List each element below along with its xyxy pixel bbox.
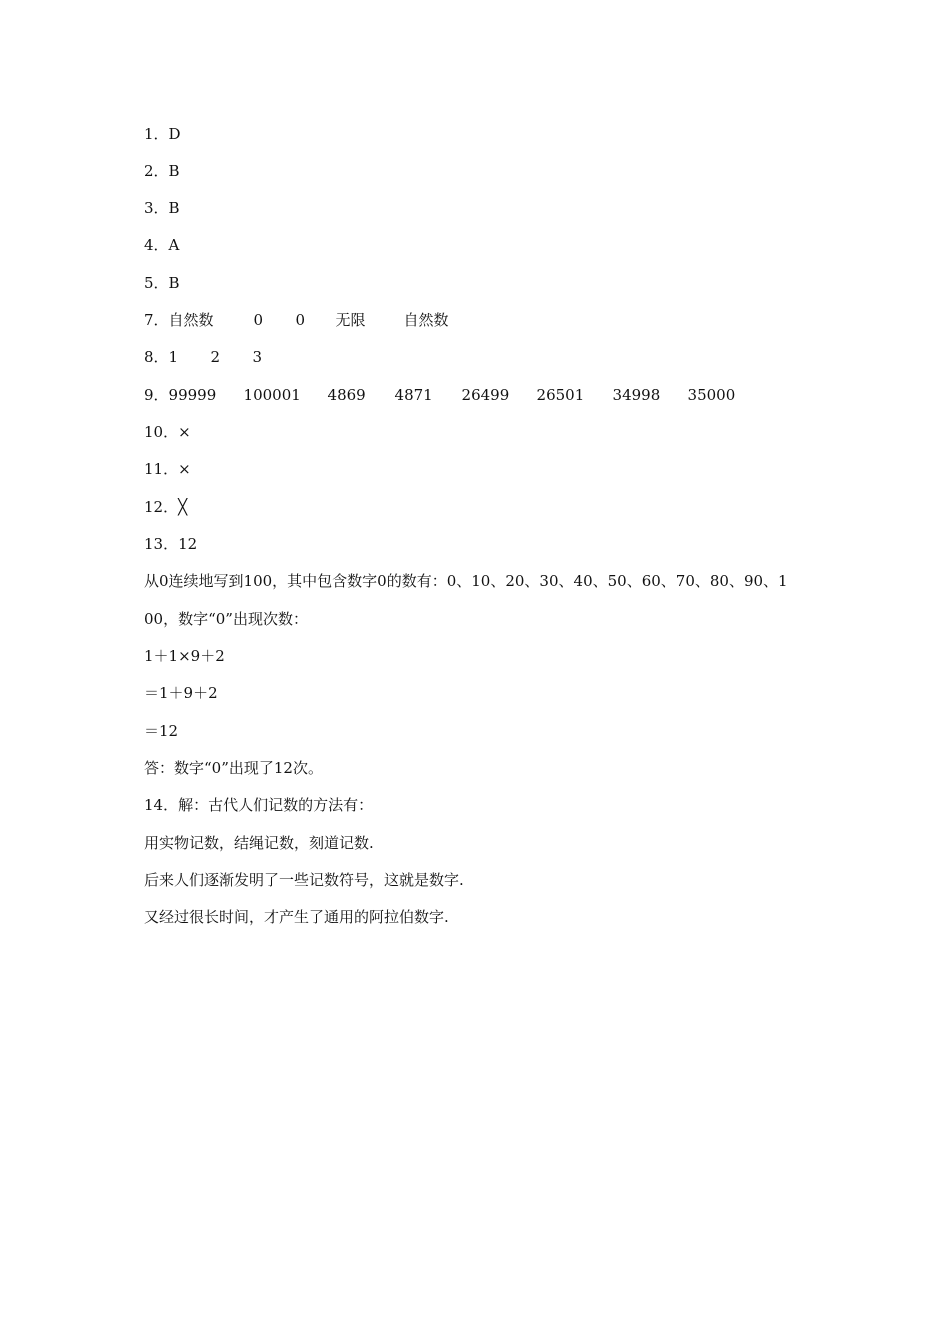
explanation-line: 00，数字“0”出现次数：	[144, 610, 308, 628]
answer-8	[144, 345, 262, 369]
explanation-line: ＝1＋9＋2	[144, 684, 218, 702]
answer-number: 14．	[144, 796, 179, 814]
answer-item: 自然数	[168, 311, 214, 329]
answer-7	[144, 308, 449, 332]
answer-number: 8．	[144, 348, 169, 366]
explanation-line: 从0连续地写到100，其中包含数字0的数有：0、10、20、30、40、50、60、70、80、90、1	[144, 572, 788, 590]
explanation-line: 用实物记数，结绳记数，刻道记数.	[144, 834, 374, 852]
answer-text: B	[168, 199, 180, 217]
answer-number: 5．	[144, 274, 169, 292]
answer-number: 3．	[144, 199, 169, 217]
answer-text: ×	[178, 460, 191, 478]
answer-item: 100001	[243, 386, 301, 404]
answer-10	[144, 420, 191, 444]
answer-item: 26499	[461, 386, 510, 404]
answer-item: 34998	[612, 386, 661, 404]
answer-item: 0	[295, 311, 306, 329]
answer-item: 2	[210, 348, 221, 366]
answer-item: 26501	[536, 386, 585, 404]
answer-number: 11．	[144, 460, 179, 478]
answer-item: 35000	[687, 386, 736, 404]
answer-item: 99999	[168, 386, 217, 404]
answer-text: 解：古代人们记数的方法有：	[178, 796, 374, 814]
answer-number: 2．	[144, 162, 169, 180]
explanation-line: 答：数字“0”出现了12次。	[144, 759, 323, 777]
answer-text: A	[168, 236, 180, 254]
answer-14	[144, 793, 373, 817]
answer-3	[144, 196, 180, 220]
answer-number: 9．	[144, 386, 169, 404]
answer-2	[144, 159, 180, 183]
answer-text: ×	[178, 423, 191, 441]
answer-1	[144, 122, 181, 146]
answer-item: 0	[253, 311, 264, 329]
answer-number: 7．	[144, 311, 169, 329]
answer-text: ╳	[178, 498, 188, 516]
answer-item: 自然数	[403, 311, 449, 329]
answer-text: B	[168, 274, 180, 292]
answer-11	[144, 457, 191, 481]
answer-text: 12	[178, 535, 198, 553]
answer-text: B	[168, 162, 180, 180]
answer-item: 无限	[335, 311, 366, 329]
explanation-line: 1＋1×9＋2	[144, 647, 225, 665]
answer-5	[144, 271, 180, 295]
answer-item: 1	[168, 348, 179, 366]
answer-item: 3	[252, 348, 263, 366]
explanation-line: 又经过很长时间，才产生了通用的阿拉伯数字.	[144, 908, 449, 926]
answer-number: 13．	[144, 535, 179, 553]
answer-number: 1．	[144, 125, 169, 143]
answer-4	[144, 233, 179, 257]
answer-item: 4869	[327, 386, 366, 404]
explanation-line: 后来人们逐渐发明了一些记数符号，这就是数字.	[144, 871, 464, 889]
answer-13	[144, 532, 197, 556]
answer-number: 10．	[144, 423, 179, 441]
answer-item: 4871	[394, 386, 433, 404]
answer-text: D	[168, 125, 181, 143]
answer-number: 4．	[144, 236, 169, 254]
explanation-line: ＝12	[144, 722, 179, 740]
answer-number: 12．	[144, 498, 179, 516]
answer-12	[144, 495, 187, 519]
answer-9	[144, 383, 735, 407]
